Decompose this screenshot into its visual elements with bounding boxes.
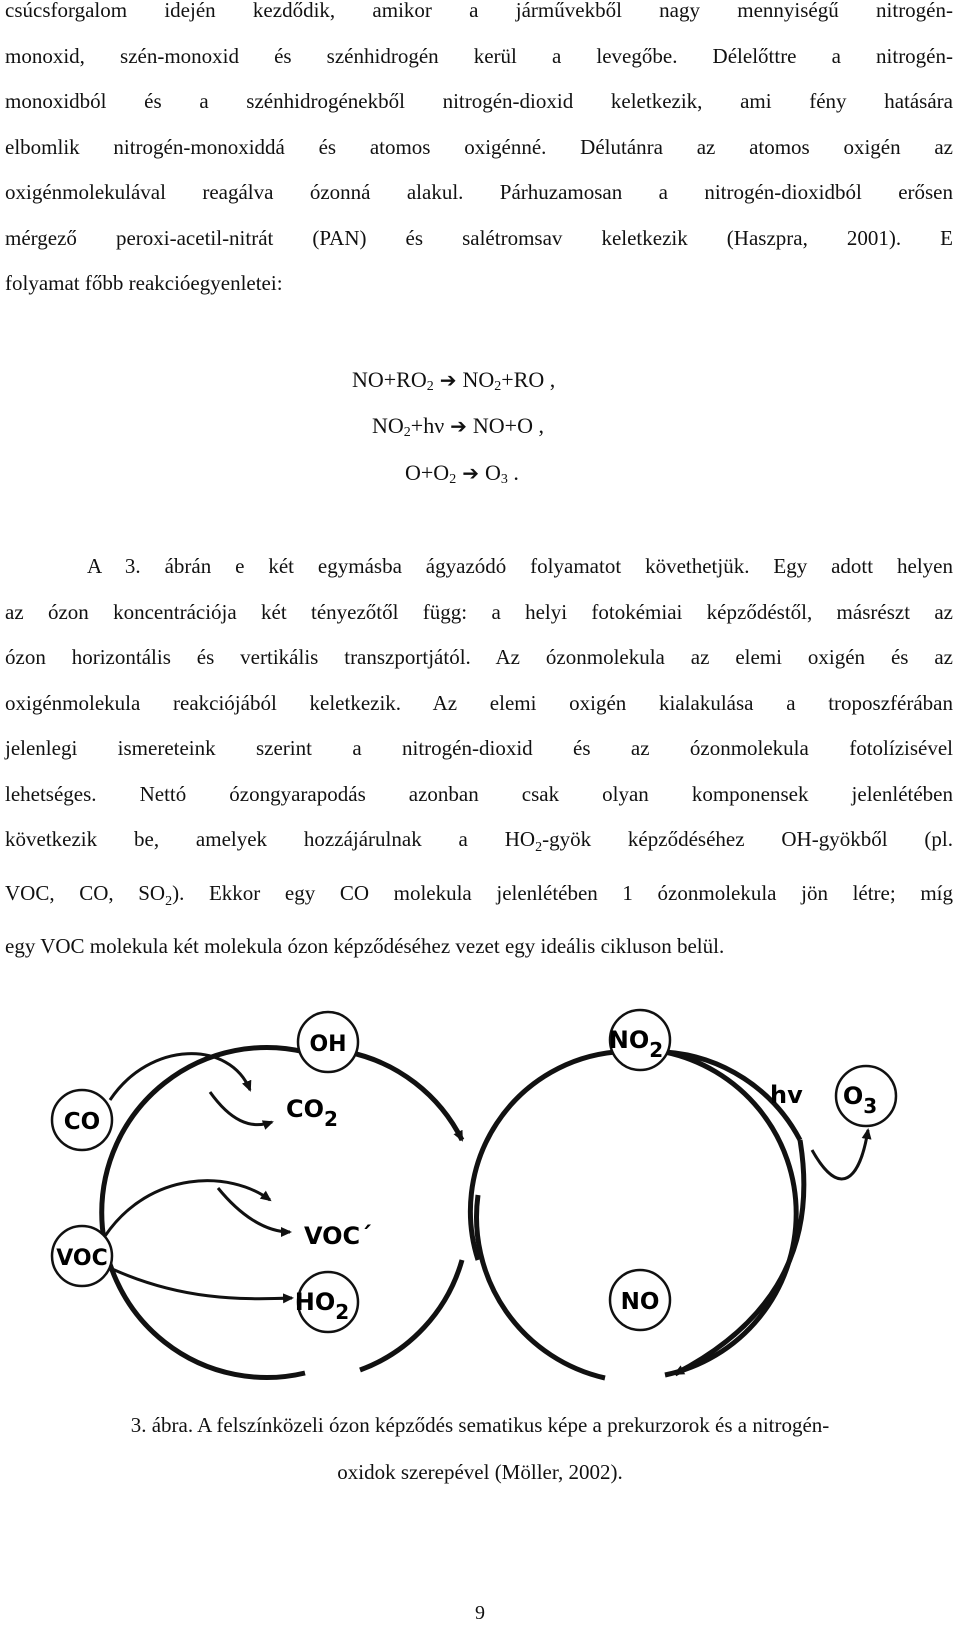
voc-prime-label: VOC´ bbox=[304, 1222, 373, 1250]
no-node bbox=[610, 1270, 670, 1330]
o3-node bbox=[836, 1066, 896, 1126]
right-cycle bbox=[447, 1052, 800, 1378]
arrow-icon: ➔ bbox=[439, 368, 457, 392]
svg-text:NO: NO bbox=[620, 1289, 660, 1315]
figure-caption bbox=[0, 1402, 960, 1496]
text-line: oxigénmolekulával reagálva ózonná alakul. Párhuzamosan a nitrogén-dioxidból erősen bbox=[5, 180, 953, 204]
text-line: monoxid, szén-monoxid és szénhidrogén kerül a levegőbe. Délelőttre a nitrogén- bbox=[5, 43, 953, 68]
text-line: lehetséges. Nettó ózongyarapodás azonban csak olyan komponensek jelenlétében bbox=[5, 781, 953, 806]
text-line: az ózon koncentrációja két tényezőtől függ: a helyi fotokémiai képződéstől, másrészt az bbox=[5, 599, 953, 624]
text-line: VOC, CO, $SO_2$). Ekkor egy CO molekula jelenlétében 1 ózonmolekula jön létre; míg bbox=[5, 880, 953, 909]
co-node bbox=[52, 1090, 112, 1150]
text-line: egy VOC molekula két molekula ózon képződéséhez vezet egy ideális cikluson belül. bbox=[5, 934, 725, 959]
ozone-cycle-diagram bbox=[0, 1000, 960, 1400]
caption-line: oxidok szerepével (Möller, 2002). bbox=[337, 1460, 623, 1484]
svg-text:NO2: $NO_2$ bbox=[608, 1026, 664, 1062]
svg-text:O3: $O_3$ bbox=[842, 1082, 878, 1118]
text-line: folyamat főbb reakcióegyenletei: bbox=[5, 271, 283, 295]
co2-label: $CO_2$ bbox=[286, 1095, 338, 1131]
paragraph-explanation bbox=[5, 544, 953, 970]
text-line: oxigénmolekula reakciójából keletkezik. Az elemi oxigén kialakulása a troposzférában bbox=[5, 690, 953, 715]
equation-2: $NO_2+h\nu$ ➔ NO+O , bbox=[372, 413, 544, 440]
page-number: 9 bbox=[475, 1602, 485, 1624]
hv-label: hv bbox=[770, 1081, 803, 1109]
arrow-icon: ➔ bbox=[450, 414, 467, 438]
equation-1: $NO+RO_2$ ➔ $NO_2+RO$ , bbox=[352, 367, 556, 394]
text-line: jelenlegi ismereteink szerint a nitrogén-dioxid és az ózonmolekula fotolízisével bbox=[5, 736, 953, 760]
no2-node bbox=[609, 1010, 670, 1070]
text-line: ózon horizontális és vertikális transzportjától. Az ózonmolekula az elemi oxigén és az bbox=[5, 645, 953, 669]
text-line: A 3. ábrán e két egymásba ágyazódó folyamatot követhetjük. Egy adott helyen bbox=[87, 554, 953, 578]
svg-text:HO2: $HO_2$ bbox=[294, 1288, 350, 1324]
svg-text:VOC: VOC bbox=[56, 1246, 108, 1271]
equation-3: $O+O_2$ ➔ $O_3$ . bbox=[405, 460, 519, 487]
text-line: monoxidból és a szénhidrogénekből nitrogén-dioxid keletkezik, ami fény hatására bbox=[5, 89, 953, 113]
text-line: csúcsforgalom idején kezdődik, amikor a járművekből nagy mennyiségű nitrogén- bbox=[5, 0, 953, 22]
text-line: elbomlik nitrogén-monoxiddá és atomos oxigénné. Délutánra az atomos oxigén az bbox=[5, 134, 953, 159]
ho2-node bbox=[295, 1272, 358, 1332]
svg-text:OH: OH bbox=[309, 1032, 347, 1057]
voc-node bbox=[52, 1226, 112, 1286]
text-line: következik be, amelyek hozzájárulnak a $HO_2$-gyök képződéséhez OH-gyökből (pl. bbox=[5, 827, 953, 856]
svg-text:CO: CO bbox=[63, 1109, 101, 1135]
paragraph-intro bbox=[5, 0, 953, 307]
left-cycle bbox=[102, 1048, 462, 1378]
caption-line: 3. ábra. A felszínközeli ózon képződés sematikus képe a prekurzorok és a nitrogén- bbox=[130, 1413, 830, 1437]
text-line: mérgező peroxi-acetil-nitrát (PAN) és salétromsav keletkezik (Haszpra, 2001). E bbox=[5, 225, 953, 250]
arrow-icon: ➔ bbox=[462, 461, 479, 485]
oh-node bbox=[298, 1012, 358, 1072]
